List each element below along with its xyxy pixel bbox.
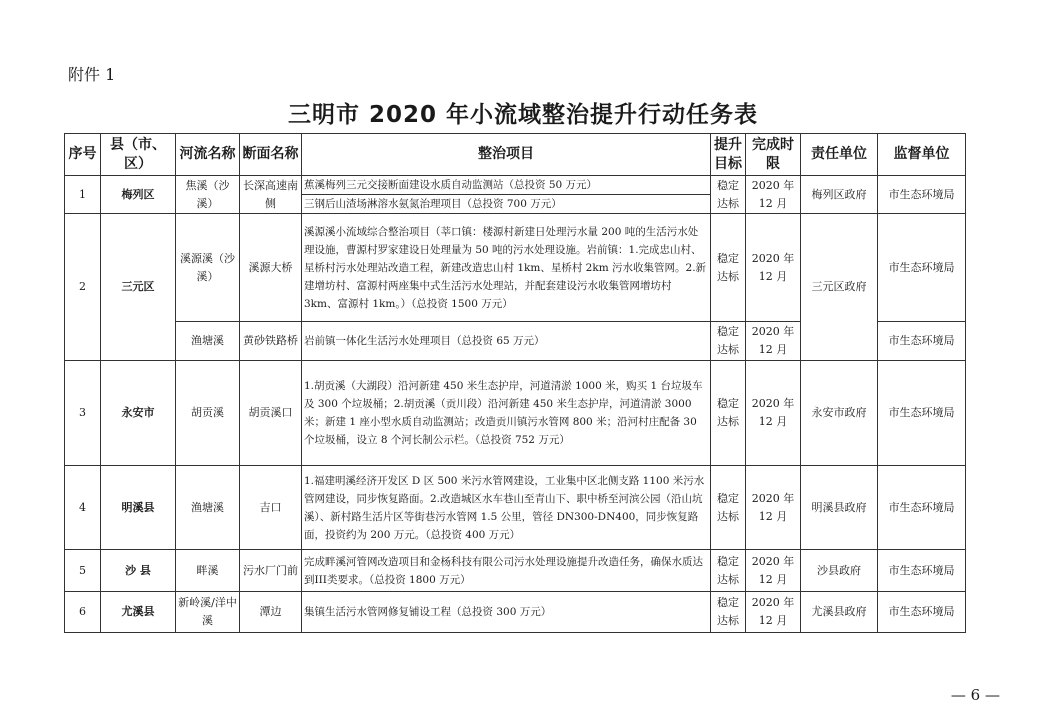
supervisor-unit-cell: 市生态环境局 (878, 466, 966, 550)
seq-cell: 6 (65, 592, 101, 633)
header-section: 断面名称 (240, 134, 302, 176)
section-cell: 溪源大桥 (240, 214, 302, 322)
supervisor-unit-cell: 市生态环境局 (878, 592, 966, 633)
target-cell: 稳定达标 (711, 176, 746, 214)
seq-cell: 2 (65, 214, 101, 361)
table-row (65, 592, 966, 633)
deadline-cell: 2020 年 12 月 (746, 214, 801, 322)
project-cell: 集镇生活污水管网修复铺设工程（总投资 300 万元） (302, 592, 711, 633)
responsible-unit-cell: 梅列区政府 (801, 176, 878, 214)
seq-cell: 4 (65, 466, 101, 550)
table-row (65, 361, 966, 466)
responsible-unit-cell: 明溪县政府 (801, 466, 878, 550)
attachment-label: 附件 1 (68, 65, 116, 84)
deadline-cell: 2020 年 12 月 (746, 322, 801, 361)
county-cell: 明溪县 (101, 466, 176, 550)
target-cell: 稳定达标 (711, 322, 746, 361)
river-cell: 畔溪 (176, 550, 240, 592)
deadline-cell: 2020 年 12 月 (746, 361, 801, 466)
river-cell: 胡贡溪 (176, 361, 240, 466)
section-cell: 长深高速南侧 (240, 176, 302, 214)
river-cell: 渔塘溪 (176, 322, 240, 361)
river-cell: 新岭溪/洋中溪 (176, 592, 240, 633)
target-cell: 稳定达标 (711, 466, 746, 550)
deadline-cell: 2020 年 12 月 (746, 176, 801, 214)
supervisor-unit-cell: 市生态环境局 (878, 322, 966, 361)
header-river: 河流名称 (176, 134, 240, 176)
river-cell: 焦溪（沙溪） (176, 176, 240, 214)
section-cell: 潭边 (240, 592, 302, 633)
supervisor-unit-cell: 市生态环境局 (878, 550, 966, 592)
section-cell: 黄砂铁路桥 (240, 322, 302, 361)
county-cell: 三元区 (101, 214, 176, 361)
target-cell: 稳定达标 (711, 592, 746, 633)
header-supervisor-unit: 监督单位 (878, 134, 966, 176)
deadline-cell: 2020 年 12 月 (746, 550, 801, 592)
project-cell: 1.胡贡溪（大湖段）沿河新建 450 米生态护岸，河道清淤 1000 米，购买 1 台垃圾车及 300 个垃圾桶；2.胡贡溪（贡川段）沿河新建 450 米生态护岸，河道清淤 3000 米；新建 1 座小型水质自动监测站；改造贡川镇污水管网 800 米；沿河村庄配备 30 个垃圾桶，设立 8 个河长制公示栏。（总投资 752 万元） (302, 361, 711, 466)
supervisor-unit-cell: 市生态环境局 (878, 361, 966, 466)
project-cell: 岩前镇一体化生活污水处理项目（总投资 65 万元） (302, 322, 711, 361)
responsible-unit-cell: 永安市政府 (801, 361, 878, 466)
responsible-unit-cell: 沙县政府 (801, 550, 878, 592)
section-cell: 吉口 (240, 466, 302, 550)
header-deadline: 完成时限 (746, 134, 801, 176)
section-cell: 污水厂门前 (240, 550, 302, 592)
supervisor-unit-cell: 市生态环境局 (878, 214, 966, 322)
seq-cell: 5 (65, 550, 101, 592)
target-cell: 稳定达标 (711, 550, 746, 592)
responsible-unit-cell: 尤溪县政府 (801, 592, 878, 633)
responsible-unit-cell: 三元区政府 (801, 214, 878, 361)
table-row (65, 214, 966, 322)
county-cell: 永安市 (101, 361, 176, 466)
header-target: 提升目标 (711, 134, 746, 176)
table-row (65, 466, 966, 550)
table-row (65, 176, 966, 195)
deadline-cell: 2020 年 12 月 (746, 592, 801, 633)
project-cell: 溪源溪小流域综合整治项目（莘口镇：楼源村新建日处理污水量 200 吨的生活污水处理设施，曹源村罗家建设日处理量为 50 吨的污水处理设施。岩前镇：1.完成忠山村、星桥村污水处理站改造工程，新建改造忠山村 1km、星桥村 2km 污水收集管网。2.新建增坊村、富源村两座集中式生活污水处理站，并配套建设污水收集管网增坊村 3km、富源村 1km。）（总投资 1500 万元） (302, 214, 711, 322)
county-cell: 尤溪县 (101, 592, 176, 633)
project-cell: 1.福建明溪经济开发区 D 区 500 米污水管网建设，工业集中区北侧支路 1100 米污水管网建设，同步恢复路面。2.改造城区水车巷山至青山下、职中桥至河滨公园（沿山坑溪）、新村路生活片区等街巷污水管网 1.5 公里，管径 DN300-DN400，同步恢复路面，投资约为 200 万元。（总投资 400 万元） (302, 466, 711, 550)
header-row (65, 134, 966, 176)
seq-cell: 3 (65, 361, 101, 466)
project-cell: 完成畔溪河管网改造项目和金杨科技有限公司污水处理设施提升改造任务，确保水质达到III类要求。（总投资 1800 万元） (302, 550, 711, 592)
header-responsible-unit: 责任单位 (801, 134, 878, 176)
supervisor-unit-cell: 市生态环境局 (878, 176, 966, 214)
deadline-cell: 2020 年 12 月 (746, 466, 801, 550)
section-cell: 胡贡溪口 (240, 361, 302, 466)
page-number: — 6 — (950, 686, 1000, 704)
river-cell: 渔塘溪 (176, 466, 240, 550)
header-seq: 序号 (65, 134, 101, 176)
river-cell: 溪源溪（沙溪） (176, 214, 240, 322)
project-cell: 三钢后山渣场淋溶水氨氮治理项目（总投资 700 万元） (302, 195, 711, 214)
seq-cell: 1 (65, 176, 101, 214)
target-cell: 稳定达标 (711, 361, 746, 466)
county-cell: 梅列区 (101, 176, 176, 214)
county-cell: 沙 县 (101, 550, 176, 592)
project-cell: 蕉溪梅列三元交接断面建设水质自动监测站（总投资 50 万元） (302, 176, 711, 195)
target-cell: 稳定达标 (711, 214, 746, 322)
task-table (64, 133, 966, 633)
table-row (65, 550, 966, 592)
header-project: 整治项目 (302, 134, 711, 176)
header-county: 县（市、区） (101, 134, 176, 176)
document-title: 三明市 2020 年小流域整治提升行动任务表 (287, 102, 759, 128)
